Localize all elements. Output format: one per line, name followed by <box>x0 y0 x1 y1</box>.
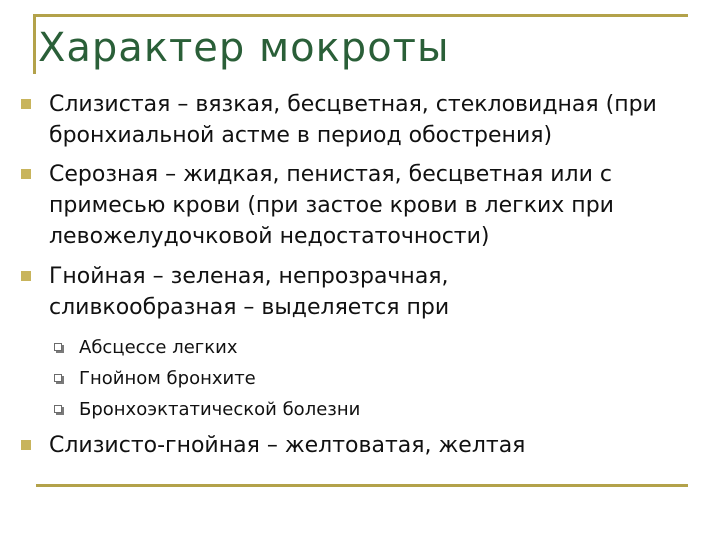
square-bullet-icon <box>21 440 31 450</box>
bullet-item-serous: Серозная – жидкая, пенистая, бесцветная или с примесью крови (при застое крови в легких при левожелудочковой недостаточности) <box>49 162 614 249</box>
sub-item-abscess: Абсцессе легких <box>79 337 238 358</box>
box-bullet-icon <box>54 374 62 382</box>
frame-bottom-line <box>36 484 688 487</box>
bullet-item-purulent: Гнойная – зеленая, непрозрачная, сливкообразная – выделяется при <box>49 264 450 320</box>
slide-title: Характер мокроты <box>38 25 450 71</box>
bullet-item-mucopurulent: Слизисто-гнойная – желтоватая, желтая <box>49 433 526 458</box>
sub-item-bronchiectasis: Бронхоэктатической болезни <box>79 399 361 420</box>
square-bullet-icon <box>21 271 31 281</box>
bullet-item-mucous: Слизистая – вязкая, бесцветная, стекловидная (при бронхиальной астме в период обострения) <box>49 92 657 148</box>
box-bullet-icon <box>54 343 62 351</box>
square-bullet-icon <box>21 169 31 179</box>
sub-item-bronchitis: Гнойном бронхите <box>79 368 256 389</box>
square-bullet-icon <box>21 99 31 109</box>
box-bullet-icon <box>54 405 62 413</box>
